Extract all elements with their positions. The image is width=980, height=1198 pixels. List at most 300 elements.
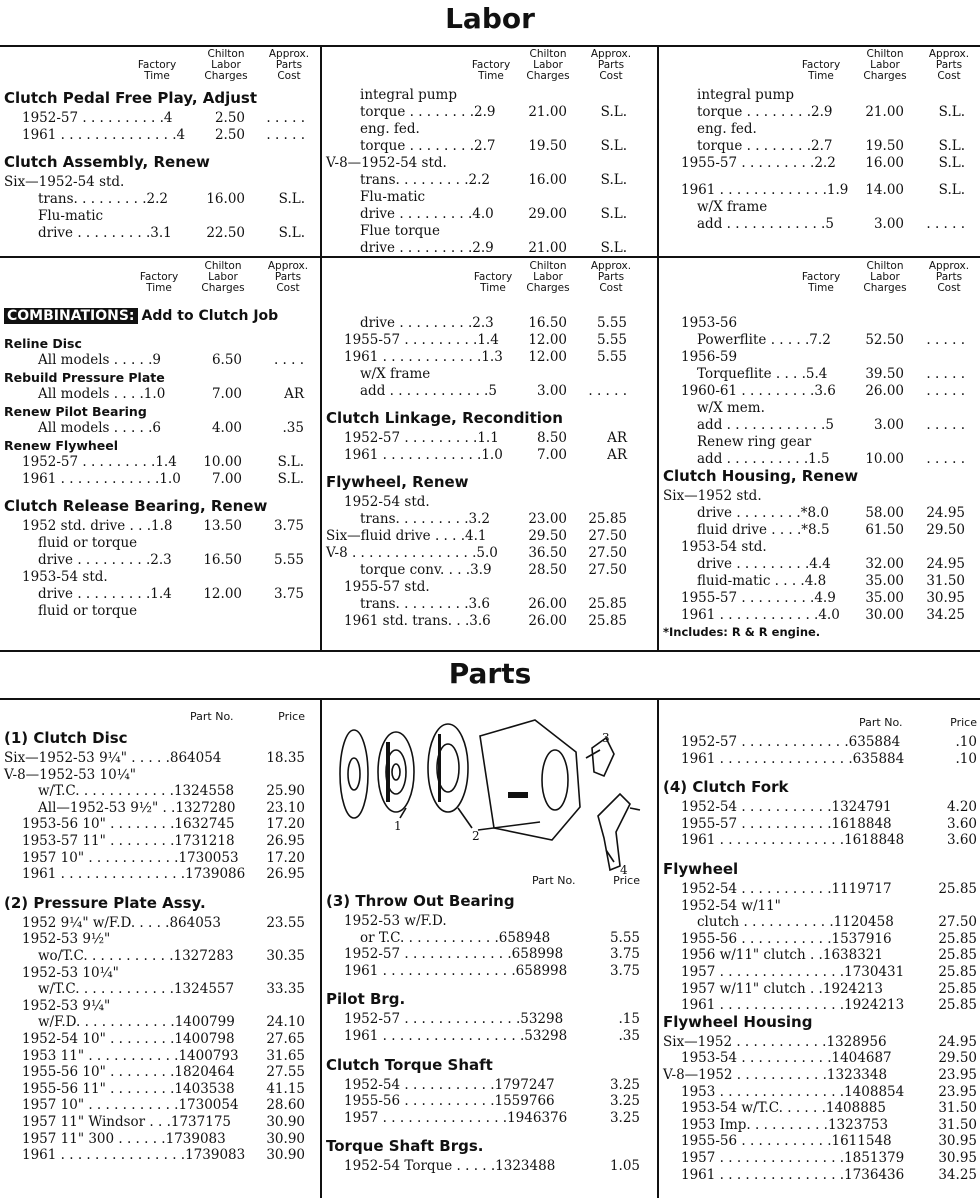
- row-label: 1961 . . . . . . . . . . . . . . . . .53298: [344, 1028, 568, 1044]
- labor-charge: 28.50: [528, 562, 567, 578]
- part-row: [659, 914, 980, 931]
- part-row: [659, 734, 980, 751]
- header-word: Time: [478, 70, 504, 82]
- row-text: eng. fed.: [697, 121, 757, 137]
- part-row: [322, 1110, 656, 1127]
- labor-charge: 21.00: [865, 104, 904, 120]
- part-price: 30.90: [266, 1147, 305, 1164]
- part-no-header: Part No.: [532, 874, 576, 887]
- parts-cost: 5.55: [596, 315, 627, 331]
- row-text: integral pump: [360, 87, 457, 103]
- part-price: 23.95: [938, 1067, 977, 1083]
- row-text: add . . . . . . . . . . . .5: [697, 417, 834, 433]
- labor-charge: 3.00: [873, 417, 904, 433]
- part-row: [0, 866, 318, 883]
- labor-charge: 3.00: [873, 216, 904, 232]
- part-price: 24.95: [938, 1033, 977, 1050]
- part-price: 27.65: [266, 1031, 305, 1047]
- row-text: Reline Disc: [4, 336, 82, 351]
- part-row: [659, 1034, 980, 1051]
- labor-charge: 21.00: [528, 104, 567, 120]
- part-row: [659, 1100, 980, 1117]
- row-label: 1952-53 10¼": [22, 964, 119, 981]
- part-price: 31.50: [938, 1116, 977, 1133]
- part-price: 1.05: [609, 1158, 640, 1175]
- labor-charge: 3.00: [536, 383, 567, 399]
- row-text: drive . . . . . . . . .4.0: [360, 206, 494, 222]
- parts-cost: S.L.: [600, 138, 627, 154]
- part-row: [659, 832, 980, 849]
- row-label: 1952-54 Torque . . . . .1323488: [344, 1158, 556, 1175]
- parts-panel-1: [0, 0, 318, 1198]
- parts-cost: 5.55: [273, 552, 304, 568]
- row-label: 1952-53 w/F.D.: [344, 913, 447, 929]
- row-label: 1952-54 . . . . . . . . . . .1119717: [681, 881, 892, 897]
- header-word: Cost: [937, 282, 961, 294]
- parts-cost: . . . . .: [588, 383, 627, 399]
- row-label: 1952-53 9½": [22, 931, 111, 948]
- part-price: 3.75: [609, 962, 640, 979]
- row-text: drive . . . . . . . . .2.9: [360, 240, 494, 256]
- part-row: [659, 1133, 980, 1150]
- part-row: [0, 850, 318, 867]
- part-price: 26.95: [266, 833, 305, 849]
- price-header: Price: [613, 874, 640, 887]
- row-label: 1953 . . . . . . . . . . . . . . .1408854: [681, 1083, 905, 1100]
- part-price: 33.35: [266, 981, 305, 998]
- row-label: w/T.C. . . . . . . . . . . .1324557: [38, 981, 235, 998]
- parts-cost: AR: [607, 447, 627, 463]
- part-row: [322, 1093, 656, 1110]
- header-word: Approx.: [590, 48, 632, 60]
- row-text: torque . . . . . . . .2.7: [360, 138, 496, 154]
- section-heading: [659, 1014, 980, 1031]
- part-row: [0, 750, 318, 767]
- row-text: fluid or torque: [38, 603, 138, 619]
- labor-charge: 16.00: [865, 155, 904, 171]
- header-word: Factory: [139, 271, 179, 283]
- part-price: 23.55: [266, 914, 305, 931]
- part-no-header: Part No.: [859, 716, 903, 729]
- labor-charge: 7.00: [211, 471, 242, 487]
- part-price: 3.25: [609, 1109, 640, 1126]
- header-word: Chilton: [866, 260, 904, 272]
- part-price: 41.15: [266, 1080, 305, 1097]
- header-word: Parts: [597, 271, 625, 283]
- row-label: 1957 11" 300 . . . . . .1739083: [22, 1130, 226, 1147]
- row-text: 1961 . . . . . . . . . . . .1.3: [344, 349, 503, 365]
- part-row: [0, 1097, 318, 1114]
- part-price: 27.55: [266, 1064, 305, 1081]
- part-price: 27.50: [938, 914, 977, 931]
- row-text: 1953-54 std.: [681, 539, 767, 555]
- part-price: 25.85: [938, 964, 977, 980]
- clutch-exploded-illustration: [330, 712, 640, 884]
- header-word: Parts: [935, 59, 963, 71]
- labor-charge: 30.00: [865, 607, 904, 623]
- header-word: Approx.: [928, 260, 970, 272]
- row-label: 1952-54 w/11": [681, 897, 781, 914]
- labor-charge: 19.50: [865, 138, 904, 154]
- header-word: Approx.: [590, 260, 632, 272]
- row-label: 1961 . . . . . . . . . . . . . . .1739083: [22, 1147, 246, 1164]
- part-price: 25.85: [938, 980, 977, 997]
- part-price: 3.60: [946, 815, 977, 832]
- labor-charge: 16.50: [203, 552, 242, 568]
- part-row: [0, 1081, 318, 1098]
- row-text: 1961 . . . . . . . . . . . . .1.9: [681, 182, 849, 198]
- part-price: 31.50: [938, 1100, 977, 1117]
- labor-charge: 4.00: [211, 420, 242, 436]
- row-text: add . . . . . . . . . . . .5: [360, 383, 497, 399]
- part-row: [322, 1158, 656, 1175]
- row-text: Flywheel, Renew: [326, 473, 469, 491]
- header-word: Cost: [276, 282, 300, 294]
- part-row: [659, 931, 980, 948]
- labor-charge: 10.00: [203, 454, 242, 470]
- row-label: 1955-56 . . . . . . . . . . .1559766: [344, 1093, 555, 1110]
- part-price: 25.85: [938, 930, 977, 947]
- row-text: 1952-57 . . . . . . . . .1.1: [344, 430, 499, 446]
- row-label: 1953-56 10" . . . . . . . .1632745: [22, 816, 235, 833]
- row-text: integral pump: [697, 87, 794, 103]
- part-price: 34.25: [938, 1166, 977, 1183]
- row-text: V-8 . . . . . . . . . . . . . . .5.0: [326, 545, 498, 561]
- part-row: [659, 964, 980, 981]
- part-row: [659, 751, 980, 768]
- part-row: [659, 1050, 980, 1067]
- section-heading: [0, 730, 318, 747]
- labor-charge: 16.00: [206, 191, 245, 207]
- row-label: 1957 10" . . . . . . . . . . .1730054: [22, 1097, 239, 1114]
- header-word: Chilton: [204, 260, 242, 272]
- part-price: 25.90: [266, 783, 305, 800]
- row-text: 1955-57 . . . . . . . . .2.2: [681, 155, 836, 171]
- row-label: 1955-56 10" . . . . . . . .1820464: [22, 1064, 235, 1081]
- row-text: 1961 . . . . . . . . . . . .4.0: [681, 607, 840, 623]
- part-row: [322, 963, 656, 980]
- parts-cost: 25.85: [588, 596, 627, 612]
- section-heading: [0, 895, 318, 912]
- part-price: 3.25: [609, 1093, 640, 1110]
- row-text: V-8—1952-54 std.: [326, 155, 447, 171]
- row-text: trans. . . . . . . . .3.2: [360, 511, 490, 527]
- row-text: Clutch Pedal Free Play, Adjust: [4, 89, 258, 107]
- row-text: Renew Flywheel: [4, 438, 119, 453]
- combinations-badge: COMBINATIONS:: [4, 308, 138, 324]
- header-word: Factory: [473, 271, 513, 283]
- row-label: Six—1952 . . . . . . . . . . .1328956: [663, 1033, 887, 1050]
- row-label: 1953 Imp. . . . . . . . . .1323753: [681, 1116, 889, 1133]
- row-text: 1961 . . . . . . . . . . . . . .4: [22, 127, 186, 143]
- part-row: [322, 1077, 656, 1094]
- labor-charge: 14.00: [865, 182, 904, 198]
- labor-charge: 23.00: [528, 511, 567, 527]
- parts-cost: S.L.: [600, 240, 627, 256]
- parts-cost: 27.50: [588, 562, 627, 578]
- part-row: [659, 981, 980, 998]
- part-row: [322, 1011, 656, 1028]
- header-word: Time: [808, 282, 834, 294]
- row-text: add . . . . . . . . . . . .5: [697, 216, 834, 232]
- part-price: 17.20: [266, 816, 305, 833]
- part-row: [659, 1084, 980, 1101]
- row-label: 1953-54 w/T.C. . . . . .1408885: [681, 1100, 886, 1117]
- parts-cost: 25.85: [588, 613, 627, 629]
- labor-charge: 26.00: [528, 613, 567, 629]
- labor-charge: 12.00: [203, 586, 242, 602]
- header-word: Labor: [208, 271, 238, 283]
- part-price: 5.55: [609, 929, 640, 946]
- row-text: Torqueflite . . . .5.4: [697, 366, 828, 382]
- header-word: Labor: [533, 271, 563, 283]
- header-word: Approx.: [267, 260, 309, 272]
- row-text: w/X mem.: [697, 400, 765, 416]
- part-price: 31.65: [266, 1047, 305, 1064]
- header-word: Chilton: [529, 48, 567, 60]
- part-price: 30.35: [266, 948, 305, 964]
- parts-cost: AR: [607, 430, 627, 446]
- labor-charge: 21.00: [528, 240, 567, 256]
- row-label: 1957 w/11" clutch . .1924213: [681, 980, 883, 997]
- header-word: Labor: [870, 271, 900, 283]
- row-label: All—1952-53 9½" . .1327280: [38, 799, 236, 816]
- row-label: V-8—1952 . . . . . . . . . . .1323348: [663, 1067, 888, 1083]
- part-row: [0, 833, 318, 850]
- labor-charge: 22.50: [206, 225, 245, 241]
- part-price: 4.20: [946, 799, 977, 816]
- part-row: [322, 930, 656, 947]
- row-label: Flywheel Housing: [663, 1012, 813, 1031]
- row-text: 1952-57 . . . . . . . . . .4: [22, 110, 173, 126]
- header-word: Approx.: [928, 48, 970, 60]
- header-word: Cost: [277, 70, 301, 82]
- parts-cost: 24.95: [926, 505, 965, 521]
- parts-cost: S.L.: [938, 138, 965, 154]
- header-word: Time: [480, 282, 506, 294]
- part-row: [0, 915, 318, 932]
- row-label: 1961 . . . . . . . . . . . . . . . .635884: [681, 750, 905, 767]
- part-row: [659, 816, 980, 833]
- header-word: Time: [144, 70, 170, 82]
- parts-cost: 5.55: [596, 349, 627, 365]
- parts-cost: S.L.: [938, 182, 965, 198]
- header-word: Factory: [801, 59, 841, 71]
- part-price: 18.35: [266, 750, 305, 766]
- parts-cost: 5.55: [596, 332, 627, 348]
- row-label: 1953-57 11" . . . . . . . .1731218: [22, 833, 235, 849]
- row-label: (1) Clutch Disc: [4, 729, 128, 747]
- row-label: 1955-56 . . . . . . . . . . .1537916: [681, 930, 892, 947]
- header-word: Labor: [870, 59, 900, 71]
- header-word: Parts: [935, 271, 963, 283]
- row-text: drive . . . . . . . . .4.4: [697, 556, 831, 572]
- row-label: 1961 . . . . . . . . . . . . . . .1739086: [22, 866, 246, 883]
- parts-cost: 25.85: [588, 511, 627, 527]
- row-text: trans. . . . . . . . .2.2: [38, 191, 168, 207]
- row-label: Clutch Torque Shaft: [326, 1055, 493, 1074]
- part-row: [0, 1131, 318, 1148]
- parts-cost: S.L.: [277, 454, 304, 470]
- part-price: 30.90: [266, 1130, 305, 1147]
- labor-charge: 12.00: [528, 349, 567, 365]
- parts-cost: S.L.: [600, 104, 627, 120]
- row-text: Rebuild Pressure Plate: [4, 370, 165, 385]
- part-row: [322, 946, 656, 963]
- part-price: 26.95: [266, 866, 305, 883]
- row-text: All models . . . . .9: [38, 352, 161, 368]
- row-label: 1952 9¼" w/F.D. . . . .864053: [22, 914, 221, 931]
- labor-charge: 12.00: [528, 332, 567, 348]
- part-row: [659, 947, 980, 964]
- row-text: w/X frame: [697, 199, 768, 215]
- row-text: torque . . . . . . . .2.9: [360, 104, 496, 120]
- row-text: 1961 . . . . . . . . . . . .1.0: [344, 447, 503, 463]
- row-text: drive . . . . . . . .*8.0: [697, 505, 829, 521]
- row-label: 1961 . . . . . . . . . . . . . . .1736436: [681, 1166, 905, 1183]
- row-text: Flue torque: [360, 223, 440, 239]
- row-label: w/T.C. . . . . . . . . . . .1324558: [38, 783, 235, 800]
- parts-cost: S.L.: [278, 225, 305, 241]
- callout-3: 3: [602, 731, 610, 745]
- labor-charge: 29.00: [528, 206, 567, 222]
- row-text: Add to Clutch Job: [141, 308, 279, 324]
- labor-charge: 52.50: [865, 332, 904, 348]
- row-text: drive . . . . . . . . .2.3: [360, 315, 494, 331]
- row-label: 1952-54 . . . . . . . . . . .1797247: [344, 1076, 555, 1093]
- labor-charge: 10.00: [865, 451, 904, 467]
- parts-cost: . . . . .: [926, 383, 965, 399]
- row-label: Pilot Brg.: [326, 990, 406, 1009]
- row-text: 1952-54 std.: [344, 494, 430, 510]
- part-row: [659, 881, 980, 898]
- labor-charge: 6.50: [211, 352, 242, 368]
- row-text: 1955-57 . . . . . . . . .1.4: [344, 332, 499, 348]
- labor-charge: 7.00: [536, 447, 567, 463]
- parts-cost: 27.50: [588, 545, 627, 561]
- labor-charge: 2.50: [214, 127, 245, 143]
- row-text: 1956-59: [681, 349, 738, 365]
- row-label: 1952-57 . . . . . . . . . . . . . .53298: [344, 1011, 564, 1028]
- row-text: Renew Pilot Bearing: [4, 404, 147, 419]
- part-row: [0, 948, 318, 965]
- row-text: Renew ring gear: [697, 434, 812, 450]
- parts-cost: . . . . .: [266, 127, 305, 143]
- labor-charge: 13.50: [203, 518, 242, 534]
- part-price: .10: [955, 734, 977, 750]
- row-text: drive . . . . . . . . .2.3: [38, 552, 172, 568]
- row-label: wo/T.C. . . . . . . . . . .1327283: [38, 948, 234, 964]
- header-word: Charges: [201, 282, 245, 294]
- part-row: [659, 997, 980, 1014]
- header-word: Parts: [274, 271, 302, 283]
- parts-cost: . . . . .: [926, 366, 965, 382]
- labor-charge: 35.00: [865, 590, 904, 606]
- row-label: 1956 w/11" clutch . .1638321: [681, 947, 883, 964]
- header-word: Labor: [533, 59, 563, 71]
- header-word: Chilton: [866, 48, 904, 60]
- parts-cost: 24.95: [926, 556, 965, 572]
- header-word: Charges: [526, 282, 570, 294]
- row-text: 1955-57 std.: [344, 579, 430, 595]
- parts-cost: 3.75: [273, 586, 304, 602]
- row-text: 1961 std. trans. . .3.6: [344, 613, 491, 629]
- row-label: 1961 . . . . . . . . . . . . . . .1924213: [681, 997, 905, 1014]
- labor-charge: 7.00: [211, 386, 242, 402]
- row-label: Six—1952-53 9¼" . . . . .864054: [4, 750, 222, 766]
- parts-cost: . . . . .: [926, 451, 965, 467]
- part-row: [659, 1150, 980, 1167]
- part-row: [0, 1048, 318, 1065]
- part-row: [0, 998, 318, 1015]
- row-label: 1952-57 . . . . . . . . . . . . .635884: [681, 734, 901, 750]
- row-text: 1955-57 . . . . . . . . .4.9: [681, 590, 836, 606]
- labor-charge: 36.50: [528, 545, 567, 561]
- row-text: Clutch Linkage, Recondition: [326, 409, 563, 427]
- parts-cost: S.L.: [600, 206, 627, 222]
- part-price: 3.25: [609, 1076, 640, 1093]
- parts-cost: 29.50: [926, 522, 965, 538]
- row-label: clutch . . . . . . . . . . .1120458: [697, 914, 894, 931]
- row-text: Clutch Release Bearing, Renew: [4, 497, 268, 515]
- row-text: trans. . . . . . . . .2.2: [360, 172, 490, 188]
- part-price: 17.20: [266, 849, 305, 866]
- parts-cost: S.L.: [938, 104, 965, 120]
- callout-4: 4: [620, 863, 628, 877]
- price-header: Price: [278, 710, 305, 723]
- part-price: 23.95: [938, 1083, 977, 1100]
- labor-charge: 26.00: [528, 596, 567, 612]
- header-word: Charges: [204, 70, 248, 82]
- row-label: V-8—1952-53 10¼": [4, 766, 137, 783]
- row-label: 1955-56 11" . . . . . . . .1403538: [22, 1080, 235, 1097]
- row-text: fluid-matic . . . .4.8: [697, 573, 827, 589]
- row-label: 1961 . . . . . . . . . . . . . . . .658998: [344, 962, 568, 979]
- row-text: w/X frame: [360, 366, 431, 382]
- part-row: [0, 783, 318, 800]
- parts-cost: S.L.: [938, 155, 965, 171]
- part-row: [659, 1117, 980, 1134]
- row-text: add . . . . . . . . . .1.5: [697, 451, 830, 467]
- part-price: .15: [618, 1011, 640, 1028]
- part-row: [659, 898, 980, 915]
- header-word: Cost: [937, 70, 961, 82]
- header-word: Charges: [863, 70, 907, 82]
- row-text: 1953-56: [681, 315, 738, 331]
- part-row: [659, 799, 980, 816]
- header-word: Factory: [471, 59, 511, 71]
- row-text: All models . . . .1.0: [38, 386, 166, 402]
- price-header: Price: [950, 716, 977, 729]
- row-label: 1952-54 . . . . . . . . . . .1324791: [681, 799, 892, 816]
- part-price: 30.95: [938, 1150, 977, 1166]
- row-text: Clutch Assembly, Renew: [4, 153, 210, 171]
- part-price: 30.95: [938, 1133, 977, 1150]
- part-row: [0, 767, 318, 784]
- part-price: 30.90: [266, 1114, 305, 1130]
- parts-cost: S.L.: [278, 191, 305, 207]
- parts-panel-2: [322, 0, 656, 1198]
- header-word: Time: [146, 282, 172, 294]
- section-heading: [322, 893, 656, 910]
- parts-cost: 30.95: [926, 590, 965, 606]
- row-label: 1961 . . . . . . . . . . . . . . .1618848: [681, 832, 905, 849]
- header-word: Chilton: [207, 48, 245, 60]
- part-row: [0, 931, 318, 948]
- parts-cost: 3.75: [273, 518, 304, 534]
- labor-charge: 29.50: [528, 528, 567, 544]
- part-row: [0, 816, 318, 833]
